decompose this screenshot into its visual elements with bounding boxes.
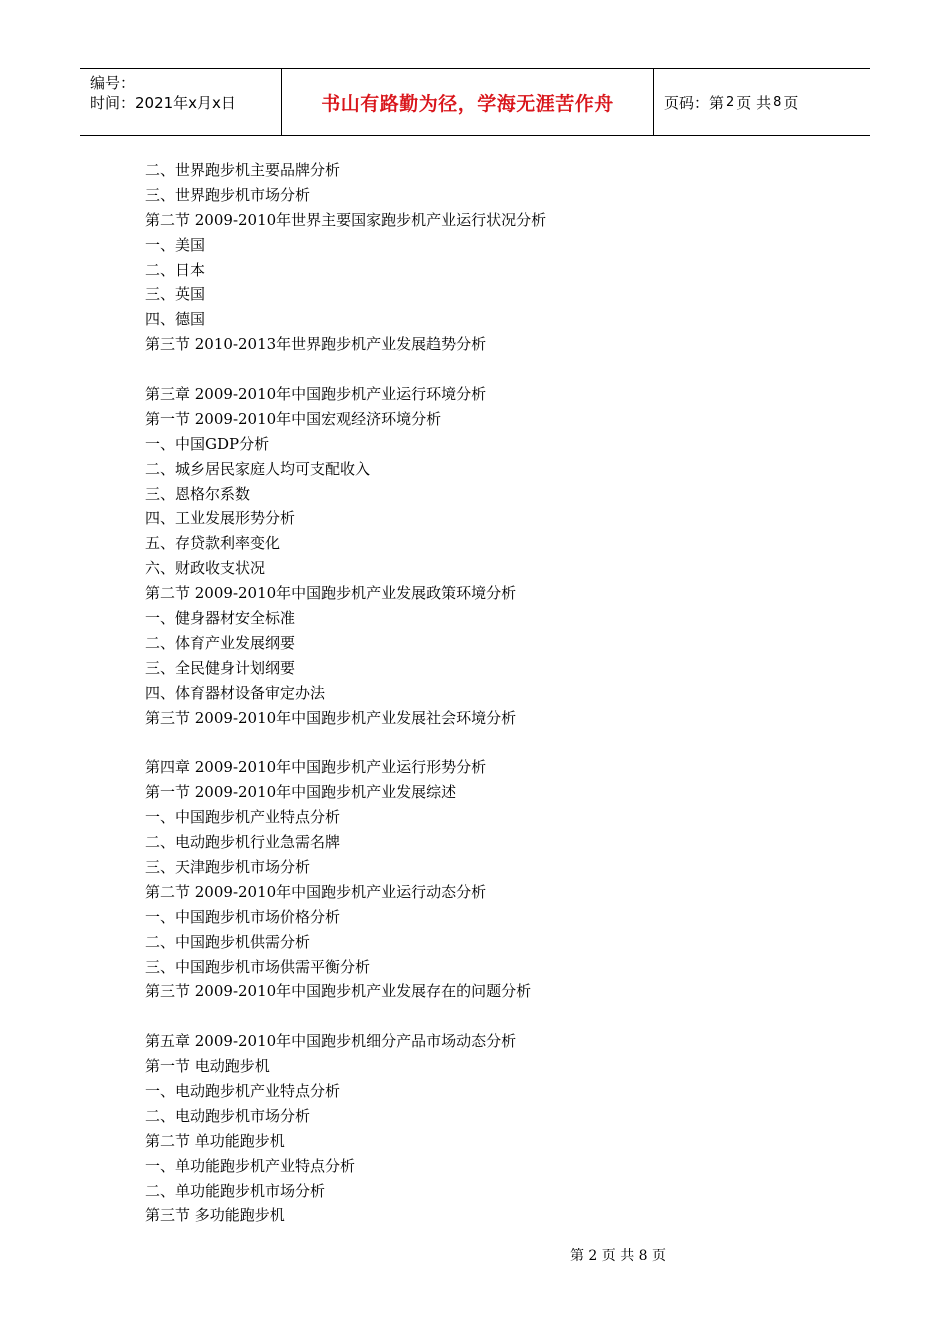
number-label: 编号： xyxy=(90,74,136,92)
toc-line: 二、中国跑步机供需分析 xyxy=(145,932,311,951)
toc-line: 第二节 2009-2010年中国跑步机产业运行动态分析 xyxy=(145,882,487,901)
toc-line: 第三节 2010-2013年世界跑步机产业发展趋势分析 xyxy=(145,335,487,354)
toc-line: 二、体育产业发展纲要 xyxy=(145,633,296,652)
toc-line: 第三节 多功能跑步机 xyxy=(145,1206,285,1225)
header-meta xyxy=(80,69,282,135)
toc-line: 二、日本 xyxy=(145,260,206,279)
time-line: 时间：2021年x月x日 xyxy=(90,94,236,112)
page-current: 2 xyxy=(726,94,735,110)
header-motto: 书山有路勤为径，学海无涯苦作舟 xyxy=(282,69,654,135)
toc-line: 第五章 2009-2010年中国跑步机细分产品市场动态分析 xyxy=(145,1032,517,1051)
toc-blank-line xyxy=(145,1004,845,1029)
toc-line: 第二节 单功能跑步机 xyxy=(145,1131,285,1150)
toc-line: 第二节 2009-2010年世界主要国家跑步机产业运行状况分析 xyxy=(145,210,547,229)
toc-line: 第一节 2009-2010年中国跑步机产业发展综述 xyxy=(145,783,457,802)
page-mid: 页 共 xyxy=(736,93,772,112)
header-page-number xyxy=(654,69,870,135)
toc-line: 四、德国 xyxy=(145,310,206,329)
toc-line: 第三节 2009-2010年中国跑步机产业发展社会环境分析 xyxy=(145,708,517,727)
toc-line: 四、工业发展形势分析 xyxy=(145,509,296,528)
toc-line: 一、美国 xyxy=(145,235,206,254)
toc-line: 一、中国跑步机市场价格分析 xyxy=(145,907,341,926)
toc-line: 二、世界跑步机主要品牌分析 xyxy=(145,161,341,179)
page-footer: 第 2 页 共 8 页 xyxy=(569,1248,667,1264)
page-prefix: 页码：第 xyxy=(664,93,725,112)
toc-line: 二、电动跑步机行业急需名牌 xyxy=(145,833,341,852)
toc-line: 一、电动跑步机产业特点分析 xyxy=(145,1081,341,1100)
toc-line: 三、世界跑步机市场分析 xyxy=(145,185,311,204)
toc-line: 六、财政收支状况 xyxy=(145,559,266,578)
toc-line: 第二节 2009-2010年中国跑步机产业发展政策环境分析 xyxy=(145,584,517,603)
page-total: 8 xyxy=(773,94,782,110)
toc-line: 二、电动跑步机市场分析 xyxy=(145,1106,311,1125)
toc-line: 三、英国 xyxy=(145,285,206,304)
toc-line: 第四章 2009-2010年中国跑步机产业运行形势分析 xyxy=(145,758,487,777)
page-suffix: 页 xyxy=(783,93,799,112)
toc-line: 第三章 2009-2010年中国跑步机产业运行环境分析 xyxy=(145,385,487,404)
toc-line: 一、单功能跑步机产业特点分析 xyxy=(145,1156,356,1175)
table-of-contents xyxy=(145,158,845,1228)
toc-line: 二、城乡居民家庭人均可支配收入 xyxy=(145,459,371,478)
page-header xyxy=(80,68,870,136)
toc-line: 五、存贷款利率变化 xyxy=(145,534,281,553)
toc-line: 第一节 2009-2010年中国宏观经济环境分析 xyxy=(145,409,442,428)
toc-line: 第三节 2009-2010年中国跑步机产业发展存在的问题分析 xyxy=(145,982,532,1001)
toc-line: 三、恩格尔系数 xyxy=(145,484,251,503)
toc-line: 一、中国跑步机产业特点分析 xyxy=(145,808,341,827)
toc-blank-line xyxy=(145,730,845,755)
toc-line: 三、天津跑步机市场分析 xyxy=(145,857,311,876)
toc-line: 第一节 电动跑步机 xyxy=(145,1057,270,1076)
toc-line: 一、健身器材安全标准 xyxy=(145,609,296,628)
toc-blank-line xyxy=(145,357,845,382)
toc-line: 一、中国GDP分析 xyxy=(145,434,270,453)
toc-line: 三、全民健身计划纲要 xyxy=(145,658,296,677)
toc-line: 二、单功能跑步机市场分析 xyxy=(145,1181,326,1200)
toc-line: 三、中国跑步机市场供需平衡分析 xyxy=(145,957,371,976)
toc-line: 四、体育器材设备审定办法 xyxy=(145,683,326,702)
